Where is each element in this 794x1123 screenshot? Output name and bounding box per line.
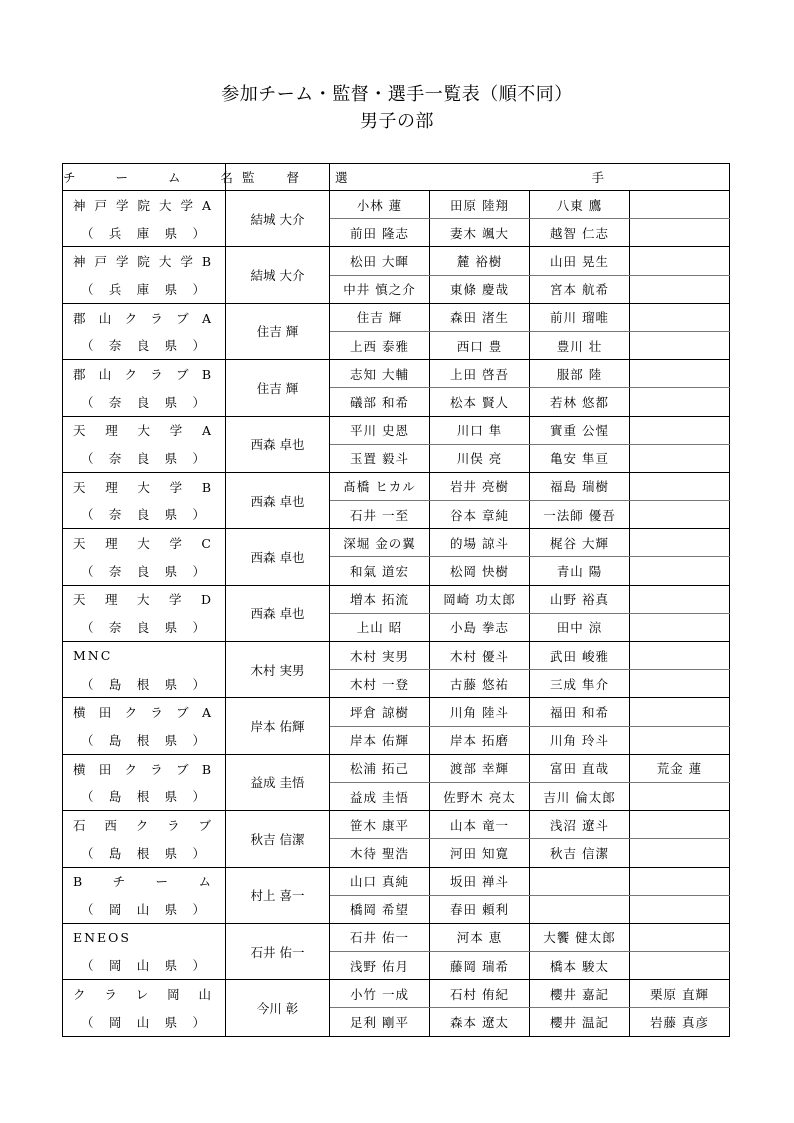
player-cell: 松岡 快樹 — [430, 557, 530, 585]
team-row — [63, 867, 730, 895]
team-row — [63, 811, 730, 839]
player-cell — [630, 811, 730, 839]
player-cell — [630, 726, 730, 754]
team-name: 郡山クラブB — [63, 360, 226, 388]
player-cell: 浅野 佑月 — [330, 952, 430, 980]
player-cell: 田中 涼 — [530, 613, 630, 641]
player-cell — [630, 472, 730, 500]
team-coach: 西森 卓也 — [226, 472, 330, 528]
team-prefecture: （島根県） — [63, 782, 226, 810]
player-cell: 木村 優斗 — [430, 642, 530, 670]
team-prefecture: （奈良県） — [63, 331, 226, 359]
player-cell: 古藤 悠祐 — [430, 670, 530, 698]
player-cell: 一法師 優吾 — [530, 501, 630, 529]
player-cell: 河本 恵 — [430, 923, 530, 951]
player-cell: 八東 鷹 — [530, 191, 630, 219]
team-name: 神戸学院大学B — [63, 247, 226, 275]
player-cell — [630, 670, 730, 698]
player-cell: 和氣 道宏 — [330, 557, 430, 585]
team-row — [63, 444, 730, 472]
team-name: 天理大学C — [63, 529, 226, 557]
player-cell: 山田 晃生 — [530, 247, 630, 275]
team-coach: 住吉 輝 — [226, 303, 330, 359]
team-prefecture: （岡山県） — [63, 895, 226, 923]
player-cell: 妻木 颯大 — [430, 219, 530, 247]
player-cell: 櫻井 温記 — [530, 1008, 630, 1036]
team-row — [63, 191, 730, 219]
player-cell: 益成 圭悟 — [330, 782, 430, 810]
team-prefecture: （奈良県） — [63, 557, 226, 585]
team-prefecture: （奈良県） — [63, 444, 226, 472]
team-name: 天理大学D — [63, 585, 226, 613]
player-cell: 東條 慶哉 — [430, 275, 530, 303]
player-cell: 若林 悠都 — [530, 388, 630, 416]
player-cell: 山野 裕真 — [530, 585, 630, 613]
player-cell: 佐野木 亮太 — [430, 782, 530, 810]
player-cell: 上西 泰雅 — [330, 331, 430, 359]
player-cell — [630, 782, 730, 810]
player-cell: 前田 隆志 — [330, 219, 430, 247]
team-prefecture: （島根県） — [63, 726, 226, 754]
player-cell: 志知 大輔 — [330, 360, 430, 388]
team-row — [63, 472, 730, 500]
page-title: 参加チーム・監督・選手一覧表（順不同） — [221, 84, 573, 105]
team-prefecture: （奈良県） — [63, 613, 226, 641]
team-row — [63, 388, 730, 416]
team-coach: 村上 喜一 — [226, 867, 330, 923]
team-prefecture: （奈良県） — [63, 388, 226, 416]
team-coach: 岸本 佑輝 — [226, 698, 330, 754]
player-cell: 石井 一至 — [330, 501, 430, 529]
team-coach: 結城 大介 — [226, 247, 330, 303]
player-cell: 橋岡 希望 — [330, 895, 430, 923]
team-coach: 住吉 輝 — [226, 360, 330, 416]
player-cell: 吉川 倫太郎 — [530, 782, 630, 810]
header-players: 選 手 — [330, 164, 730, 191]
team-coach: 秋吉 信潔 — [226, 811, 330, 867]
player-cell — [630, 529, 730, 557]
player-cell: 越智 仁志 — [530, 219, 630, 247]
player-cell — [630, 557, 730, 585]
player-cell: 増本 拓流 — [330, 585, 430, 613]
player-cell: 石村 侑紀 — [430, 980, 530, 1008]
team-name: 横田クラブA — [63, 698, 226, 726]
team-row — [63, 782, 730, 810]
player-cell — [630, 585, 730, 613]
player-cell — [630, 642, 730, 670]
player-cell: 足利 剛平 — [330, 1008, 430, 1036]
player-cell: 武田 峻雅 — [530, 642, 630, 670]
player-cell: 川口 隼 — [430, 416, 530, 444]
player-cell: 玉置 毅斗 — [330, 444, 430, 472]
player-cell: 山口 真純 — [330, 867, 430, 895]
header-team: チ ー ム 名 — [63, 164, 226, 191]
team-prefecture: （兵庫県） — [63, 219, 226, 247]
team-name: MNC — [63, 642, 226, 670]
team-prefecture: （兵庫県） — [63, 275, 226, 303]
team-name: Bチーム — [63, 867, 226, 895]
team-row — [63, 585, 730, 613]
player-cell — [630, 613, 730, 641]
player-cell: 福島 瑞樹 — [530, 472, 630, 500]
player-cell: 森田 渚生 — [430, 303, 530, 331]
player-cell: 坂田 禅斗 — [430, 867, 530, 895]
team-row — [63, 1008, 730, 1036]
team-row — [63, 529, 730, 557]
player-cell — [630, 501, 730, 529]
player-cell: 田原 陸翔 — [430, 191, 530, 219]
player-cell: 福田 和希 — [530, 698, 630, 726]
player-cell: 秋吉 信潔 — [530, 839, 630, 867]
player-cell: 松浦 拓己 — [330, 754, 430, 782]
team-name: クラレ岡山 — [63, 980, 226, 1008]
player-cell: 木待 聖浩 — [330, 839, 430, 867]
team-name: 横田クラブB — [63, 754, 226, 782]
page-subtitle: 男子の部 — [360, 111, 434, 132]
team-coach: 石井 佑一 — [226, 923, 330, 979]
team-row — [63, 331, 730, 359]
team-coach: 西森 卓也 — [226, 529, 330, 585]
player-cell — [530, 895, 630, 923]
player-cell: 橋本 駿太 — [530, 952, 630, 980]
player-cell: 岩井 亮樹 — [430, 472, 530, 500]
player-cell: 岸本 佑輝 — [330, 726, 430, 754]
team-name: 天理大学B — [63, 472, 226, 500]
team-row — [63, 303, 730, 331]
player-cell: 川俣 亮 — [430, 444, 530, 472]
player-cell: 西口 豊 — [430, 331, 530, 359]
team-prefecture: （島根県） — [63, 670, 226, 698]
player-cell: 三成 隼介 — [530, 670, 630, 698]
player-cell: 山本 竜一 — [430, 811, 530, 839]
player-cell: 麓 裕樹 — [430, 247, 530, 275]
team-row — [63, 980, 730, 1008]
header-coach: 監 督 — [226, 164, 330, 191]
player-cell: 春田 頼利 — [430, 895, 530, 923]
player-cell: 青山 陽 — [530, 557, 630, 585]
player-cell — [630, 416, 730, 444]
player-cell: 梶谷 大輝 — [530, 529, 630, 557]
team-coach: 結城 大介 — [226, 191, 330, 247]
team-prefecture: （奈良県） — [63, 501, 226, 529]
team-coach: 益成 圭悟 — [226, 754, 330, 810]
player-cell: 深堀 金の翼 — [330, 529, 430, 557]
player-cell — [630, 839, 730, 867]
player-cell — [530, 867, 630, 895]
player-cell: 渡部 幸輝 — [430, 754, 530, 782]
player-cell: 河田 知寛 — [430, 839, 530, 867]
player-cell: 荒金 蓮 — [630, 754, 730, 782]
player-cell — [630, 360, 730, 388]
team-row — [63, 557, 730, 585]
team-row — [63, 275, 730, 303]
player-cell: 川角 玲斗 — [530, 726, 630, 754]
player-cell: 亀安 隼亘 — [530, 444, 630, 472]
team-prefecture: （島根県） — [63, 839, 226, 867]
team-name: 天理大学A — [63, 416, 226, 444]
player-cell: 豊川 壮 — [530, 331, 630, 359]
team-row — [63, 416, 730, 444]
player-cell: 實重 公惺 — [530, 416, 630, 444]
player-cell: 大饗 健太郎 — [530, 923, 630, 951]
player-cell: 前川 瑠唯 — [530, 303, 630, 331]
team-coach: 木村 実男 — [226, 642, 330, 698]
player-cell: 富田 直哉 — [530, 754, 630, 782]
player-cell: 住吉 輝 — [330, 303, 430, 331]
player-cell: 櫻井 嘉記 — [530, 980, 630, 1008]
player-cell: 川角 陸斗 — [430, 698, 530, 726]
team-row — [63, 360, 730, 388]
player-cell: 上山 昭 — [330, 613, 430, 641]
player-cell — [630, 698, 730, 726]
player-cell — [630, 895, 730, 923]
player-cell: 木村 実男 — [330, 642, 430, 670]
player-cell: 服部 陸 — [530, 360, 630, 388]
player-cell: 笹木 康平 — [330, 811, 430, 839]
team-prefecture: （岡山県） — [63, 1008, 226, 1036]
player-cell: 中井 慎之介 — [330, 275, 430, 303]
player-cell: 坪倉 諒樹 — [330, 698, 430, 726]
player-cell: 浅沼 遼斗 — [530, 811, 630, 839]
team-row — [63, 613, 730, 641]
team-row — [63, 923, 730, 951]
player-cell: 小林 蓮 — [330, 191, 430, 219]
player-cell: 小島 拳志 — [430, 613, 530, 641]
player-cell: 岩藤 真彦 — [630, 1008, 730, 1036]
player-cell — [630, 952, 730, 980]
team-row — [63, 219, 730, 247]
team-prefecture: （岡山県） — [63, 952, 226, 980]
player-cell — [630, 331, 730, 359]
team-row — [63, 501, 730, 529]
team-row — [63, 895, 730, 923]
player-cell: 髙橋 ヒカル — [330, 472, 430, 500]
team-row — [63, 754, 730, 782]
player-cell: 松田 大暉 — [330, 247, 430, 275]
team-coach: 今川 彰 — [226, 980, 330, 1036]
player-cell — [630, 219, 730, 247]
player-cell: 森本 遼太 — [430, 1008, 530, 1036]
team-name: 郡山クラブA — [63, 303, 226, 331]
team-row — [63, 726, 730, 754]
player-cell: 小竹 一成 — [330, 980, 430, 1008]
team-row — [63, 247, 730, 275]
team-row — [63, 670, 730, 698]
player-cell: 松本 賢人 — [430, 388, 530, 416]
team-coach: 西森 卓也 — [226, 585, 330, 641]
player-cell: 栗原 直輝 — [630, 980, 730, 1008]
header-row — [63, 164, 730, 191]
player-cell — [630, 867, 730, 895]
player-cell — [630, 303, 730, 331]
team-row — [63, 839, 730, 867]
player-cell: 木村 一登 — [330, 670, 430, 698]
player-cell: 藤岡 瑞希 — [430, 952, 530, 980]
team-coach: 西森 卓也 — [226, 416, 330, 472]
player-cell: 上田 啓吾 — [430, 360, 530, 388]
player-cell — [630, 247, 730, 275]
player-cell: 的場 諒斗 — [430, 529, 530, 557]
player-cell: 谷本 章純 — [430, 501, 530, 529]
team-name: 石西クラブ — [63, 811, 226, 839]
team-row — [63, 698, 730, 726]
player-cell: 平川 史恩 — [330, 416, 430, 444]
player-cell — [630, 444, 730, 472]
player-cell: 岸本 拓磨 — [430, 726, 530, 754]
team-row — [63, 642, 730, 670]
player-cell — [630, 275, 730, 303]
player-cell — [630, 923, 730, 951]
player-cell: 岡崎 功太郎 — [430, 585, 530, 613]
team-row — [63, 952, 730, 980]
player-cell: 石井 佑一 — [330, 923, 430, 951]
team-name: 神戸学院大学A — [63, 191, 226, 219]
team-name: ENEOS — [63, 923, 226, 951]
roster-table — [62, 163, 730, 1037]
player-cell: 礒部 和希 — [330, 388, 430, 416]
player-cell — [630, 191, 730, 219]
player-cell — [630, 388, 730, 416]
player-cell: 宮本 航希 — [530, 275, 630, 303]
